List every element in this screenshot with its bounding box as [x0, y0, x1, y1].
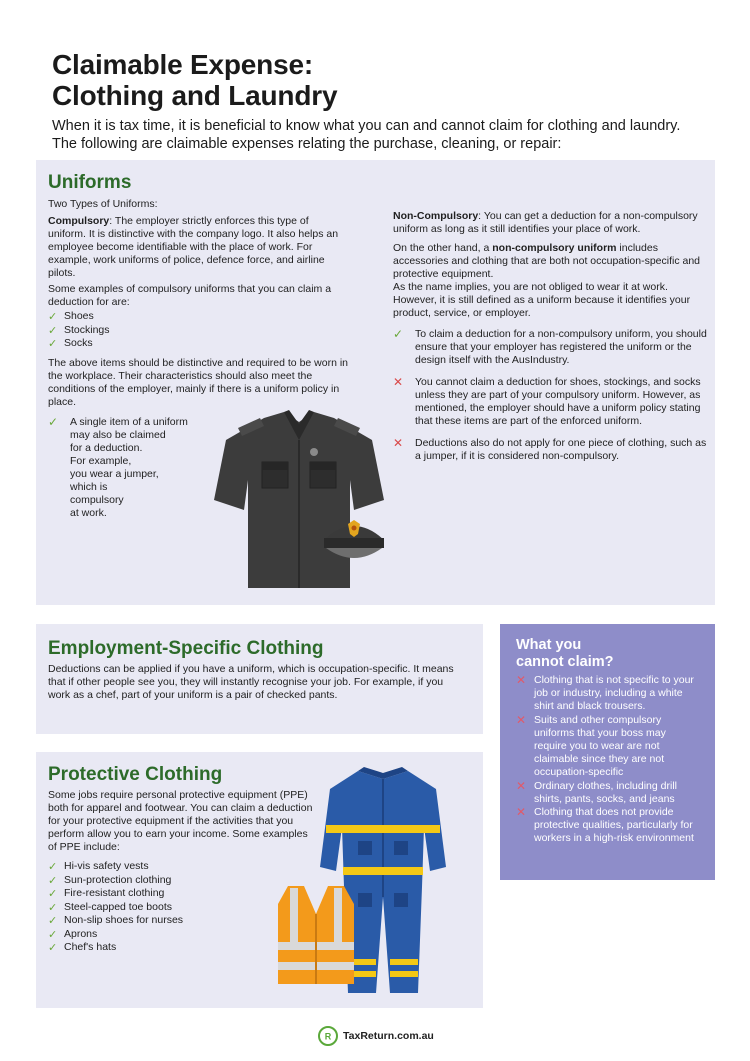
protective-heading: Protective Clothing — [48, 764, 223, 785]
list-item — [48, 928, 288, 942]
check-icon: ✓ — [48, 338, 58, 350]
no-jumper-text: Deductions also do not apply for one piece of clothing, such as a jumper, if it is considered non-compulsory. — [415, 437, 707, 462]
single-item-line: which is — [70, 480, 108, 493]
list-item-text: Non-slip shoes for nurses — [64, 914, 184, 926]
list-item — [516, 714, 701, 780]
list-item — [516, 674, 701, 714]
check-icon: ✓ — [48, 414, 59, 429]
svg-text:R: R — [324, 1031, 332, 1042]
cross-icon: ✕ — [516, 673, 527, 687]
check-icon: ✓ — [48, 311, 58, 323]
list-item — [48, 887, 288, 901]
cross-icon: ✕ — [516, 778, 527, 793]
cannot-claim-box — [500, 624, 715, 880]
list-item — [48, 901, 288, 915]
list-item — [48, 337, 348, 351]
single-item-line: A single item of a uniform — [70, 415, 188, 428]
list-item — [48, 310, 348, 324]
compulsory-examples-list — [48, 310, 348, 351]
taxreturn-logo-icon — [318, 1026, 338, 1046]
check-icon: ✓ — [48, 874, 58, 887]
page-title — [52, 49, 337, 111]
employment-heading: Employment-Specific Clothing — [48, 638, 324, 659]
cross-icon: ✕ — [516, 805, 527, 820]
check-icon: ✓ — [48, 888, 58, 900]
list-item-text: Ordinary clothes, including drill shirts, pants, socks, and jeans — [534, 779, 677, 805]
check-icon: ✓ — [48, 942, 58, 954]
list-item-text: Aprons — [64, 927, 98, 940]
list-item-text: Clothing that does not provide protective qualities, particularly for workers in a high-risk environment — [534, 806, 694, 845]
cannot-claim-note — [393, 376, 713, 428]
employment-text: Deductions can be applied if you have a uniform, which is occupation-specific. It means that if other people see you, they will instantly recognise your job. For example, if you work as a chef, part of your uniform is a pair of checked pants. — [48, 663, 454, 701]
claim-register-note — [393, 328, 713, 367]
cannot-claim-list — [516, 674, 701, 846]
list-item — [48, 914, 288, 928]
two-types-label: Two Types of Uniforms: — [48, 198, 158, 210]
no-jumper-note — [393, 437, 713, 463]
cross-icon: ✕ — [393, 436, 404, 450]
list-item-text: Chef's hats — [64, 941, 117, 953]
noncompulsory-text: : You can get a deduction for a non-compulsory uniform as long as it still identifies your place of work. — [393, 210, 698, 235]
check-icon: ✓ — [393, 327, 404, 341]
ppe-list — [48, 860, 288, 955]
list-item — [48, 324, 348, 338]
logo-text: TaxReturn.com.au — [343, 1030, 434, 1042]
other-hand-pre: On the other hand, a — [393, 242, 493, 254]
uniforms-panel — [36, 160, 715, 605]
protective-panel — [36, 752, 483, 1008]
examples-intro: Some examples of compulsory uniforms that you can claim a deduction for are: — [48, 283, 332, 308]
check-icon: ✓ — [48, 915, 58, 927]
list-item-text: Fire-resistant clothing — [64, 887, 165, 899]
list-item-text: Suits and other compulsory uniforms that your boss may require you to wear are not claimable since they are not occupation-specific — [534, 713, 666, 779]
distinctive-paragraph: The above items should be distinctive and required to be worn in the workplace. Their characteristics should also meet the conditions of the employer, mainly if there is a uniform policy in place. — [48, 356, 349, 408]
single-item-line: you wear a jumper, — [70, 467, 159, 480]
list-item-text: Hi-vis safety vests — [64, 860, 149, 872]
single-item-line: compulsory — [70, 493, 124, 506]
name-implies-paragraph: As the name implies, you are not obliged to wear it at work. However, it is still defined as a uniform because it identifies your product, service, or employer. — [393, 281, 691, 319]
cross-icon: ✕ — [516, 712, 527, 727]
other-hand-paragraph — [393, 242, 713, 281]
single-item-line: at work. — [70, 506, 107, 519]
list-item — [516, 780, 701, 806]
cannot-claim-text: You cannot claim a deduction for shoes, stockings, and socks unless they are part of your compulsory uniform. However, as mentioned, the employer should have a uniform policy stating that these items are part of the enforced uniform. — [415, 376, 701, 427]
cross-icon: ✕ — [393, 375, 404, 389]
claim-register-text: To claim a deduction for a non-compulsory uniform, you should ensure that your employer has registered the uniform or the design itself with the AusIndustry. — [415, 328, 707, 366]
hivis-vest-illustration — [276, 884, 356, 986]
compulsory-text: : The employer strictly enforces this type of uniform. It is distinctive with the company logo. It also helps an employee become identifiable with the place of work. For example, work uniforms of police, defence force, and airline pilots. — [48, 215, 339, 279]
uniform-cap-illustration — [318, 510, 390, 570]
compulsory-label: Compulsory — [48, 215, 110, 227]
title-line-1: Claimable Expense: — [52, 49, 313, 80]
list-item — [48, 874, 288, 888]
uniforms-right-column — [393, 210, 713, 463]
check-icon: ✓ — [48, 928, 58, 941]
uniform-shirt-illustration — [204, 410, 394, 600]
title-line-2: Clothing and Laundry — [52, 80, 338, 111]
list-item-text: Socks — [64, 337, 93, 349]
list-item-text: Sun-protection clothing — [64, 873, 172, 886]
list-item-text: Shoes — [64, 310, 94, 322]
cannot-claim-heading — [516, 637, 701, 671]
list-item-text: Steel-capped toe boots — [64, 900, 172, 913]
single-item-line: for a deduction. — [70, 441, 143, 454]
single-item-line: For example, — [70, 454, 132, 467]
check-icon: ✓ — [48, 901, 58, 914]
check-icon: ✓ — [48, 324, 58, 337]
single-item-line: may also be claimed — [70, 428, 166, 441]
protective-text: Some jobs require personal protective equipment (PPE) both for apparel and footwear. You can claim a deduction for your protective equipment if the activities that you perform allow you to earn your income. Some examples of PPE include: — [48, 789, 313, 853]
employment-panel — [36, 624, 483, 734]
list-item — [48, 941, 288, 955]
cannot-claim-heading-line-2: cannot claim? — [516, 654, 614, 670]
list-item — [48, 860, 288, 874]
footer-logo — [318, 1026, 434, 1046]
list-item-text: Stockings — [64, 323, 110, 336]
cannot-claim-heading-line-1: What you — [516, 637, 582, 653]
uniforms-heading: Uniforms — [48, 172, 132, 193]
list-item-text: Clothing that is not specific to your job or industry, including a white shirt and black trousers. — [534, 674, 694, 713]
other-hand-bold: non-compulsory uniform — [492, 242, 617, 254]
intro-text: When it is tax time, it is beneficial to know what you can and cannot claim for clothing and laundry. The following are claimable expenses relating the purchase, cleaning, or repair: — [52, 118, 681, 152]
noncompulsory-label: Non-Compulsory — [393, 210, 479, 222]
check-icon: ✓ — [48, 861, 58, 873]
noncompulsory-paragraph — [393, 210, 713, 236]
list-item — [516, 806, 701, 846]
compulsory-paragraph — [48, 215, 348, 280]
other-hand-post: includes accessories and clothing that are both not occupation-specific and protective equipment. — [393, 242, 701, 280]
